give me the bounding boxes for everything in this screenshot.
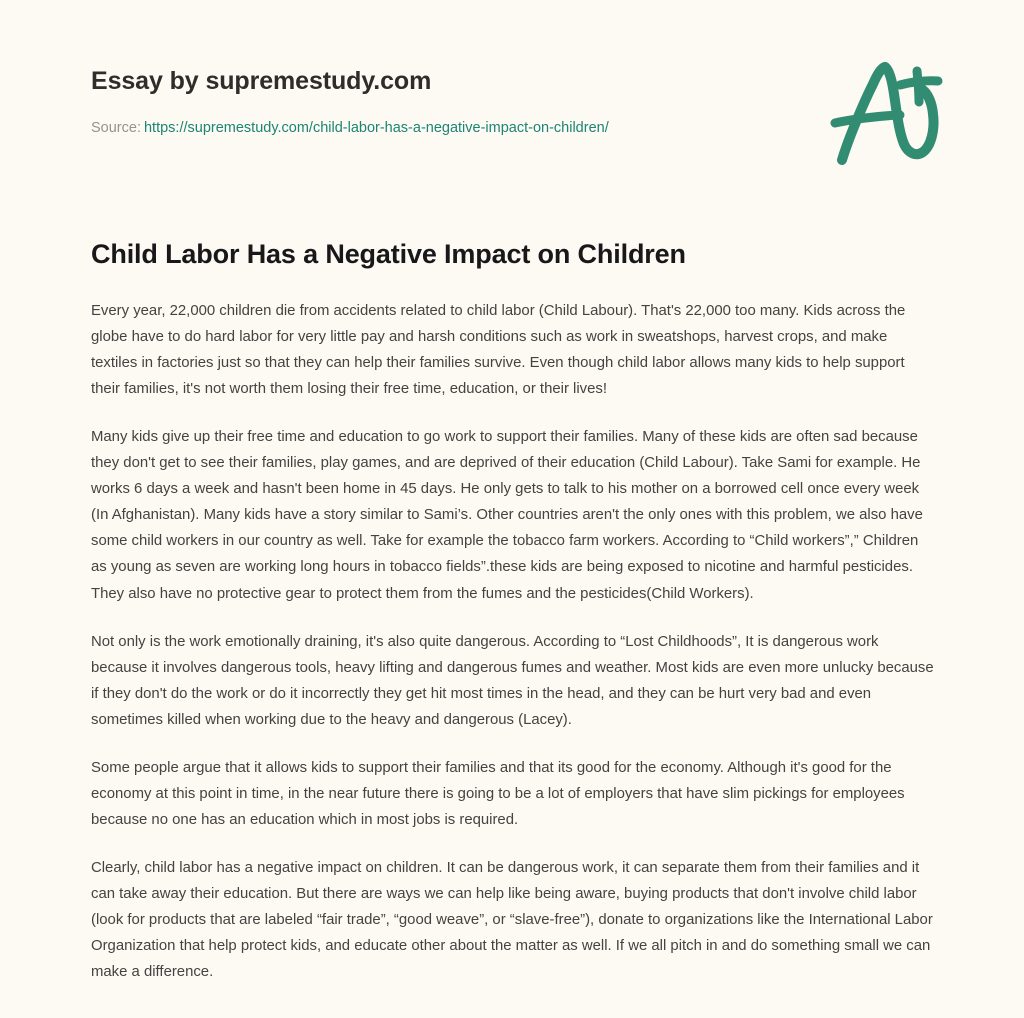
source-label: Source: bbox=[91, 120, 141, 136]
article-body bbox=[91, 298, 936, 986]
page-title: Child Labor Has a Negative Impact on Children bbox=[91, 239, 686, 269]
a-plus-logo-icon bbox=[818, 54, 950, 172]
article-paragraph: Some people argue that it allows kids to support their families and that its good for the economy. Although it's good for the economy at this point in time, in the near future there is going to be a lot of employers that have slim pickings for employees because no one has an education which in most jobs is required. bbox=[91, 759, 905, 829]
article-paragraph: Clearly, child labor has a negative impact on children. It can be dangerous work, it can separate them from their families and it can take away their education. But there are ways we can help like being aware, buying products that don't involve child labor (look for products that are labeled “fair trade”, “good weave”, or “slave-free”), donate to organizations like the International Labor Organization that help protect kids, and educate other about the matter as well. If we all pitch in and do something small we can make a difference. bbox=[91, 860, 933, 981]
article bbox=[91, 238, 936, 986]
article-paragraph: Many kids give up their free time and education to go work to support their families. Many of these kids are often sad because they don't get to see their families, play games, and are deprived of their education (Child Labour). Take Sami for example. He works 6 days a week and hasn't been home in 45 days. He only gets to talk to his mother on a borrowed cell once every week (In Afghanistan). Many kids have a story similar to Sami’s. Other countries aren't the only ones with this problem, we also have some child workers in our country as well. Take for example the tobacco farm workers. According to “Child workers”,” Children as young as seven are working long hours in tobacco fields”.these kids are being exposed to nicotine and harmful pesticides. They also have no protective gear to protect them from the fumes and the pesticides(Child Workers). bbox=[91, 429, 923, 602]
article-paragraph: Every year, 22,000 children die from accidents related to child labor (Child Labour). That's 22,000 too many. Kids across the globe have to do hard labor for very little pay and harsh conditions such as work in sweatshops, harvest crops, and make textiles in factories just so that they can help their families survive. Even though child labor allows many kids to help support their families, it's not worth them losing their free time, education, or their lives! bbox=[91, 302, 906, 397]
article-paragraph: Not only is the work emotionally draining, it's also quite dangerous. According to “Lost Childhoods”, It is dangerous work because it involves dangerous tools, heavy lifting and dangerous fumes and weather. Most kids are even more unlucky because if they don't do the work or do it incorrectly they get hit most times in the head, and they can be hurt very bad and even sometimes killed when working due to the heavy and dangerous (Lacey). bbox=[91, 633, 934, 728]
source-url-link[interactable]: https://supremestudy.com/child-labor-has-a-negative-impact-on-children/ bbox=[143, 120, 609, 136]
brand-title: Essay by supremestudy.com bbox=[91, 67, 432, 95]
